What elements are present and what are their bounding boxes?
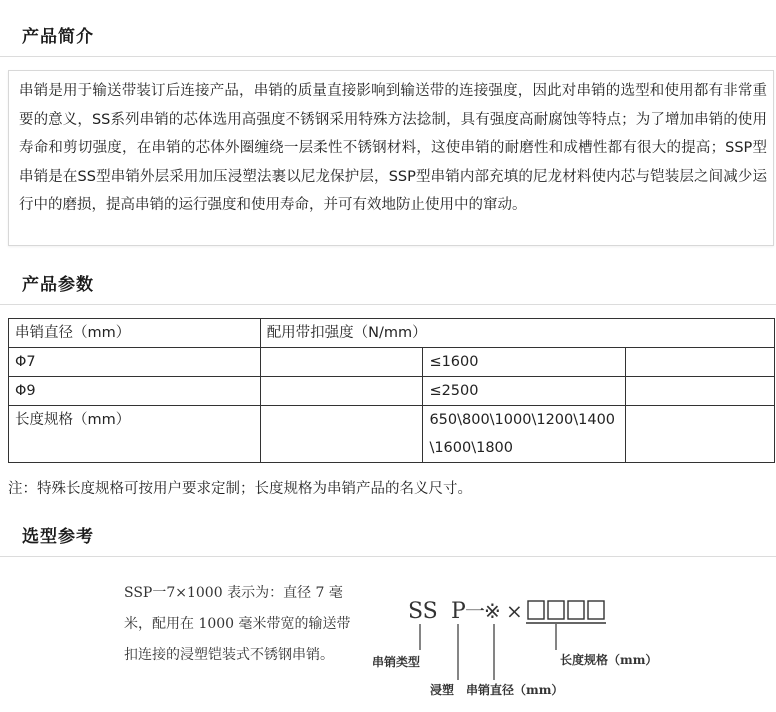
digit-box [548, 601, 564, 619]
header-strength: 配用带扣强度（N/mm） [260, 319, 774, 348]
table-row [9, 348, 775, 377]
params-table [8, 318, 775, 463]
table-header-row [9, 319, 775, 348]
section-title-selection: 选型参考 [22, 527, 94, 547]
intro-paragraph: 串销是用于输送带装订后连接产品，串销的质量直接影响到输送带的连接强度，因此对串销的选型和使用都有非常重要的意义，SS系列串销的芯体选用高强度不锈钢采用特殊方法捻制，具有强度高耐腐蚀等特点；为了增加串销的使用寿命和剪切强度，在串销的芯体外圈缠绕一层柔性不锈钢材料，这使串销的耐磨性和成槽性都有很大的提高；SSP型串销是在SS型串销外层采用加压浸塑法裹以尼龙保护层，SSP型串销内部充填的尼龙材料使内芯与铠装层之间减少运行中的磨损，提高串销的运行强度和使用寿命，并可有效地防止使用中的窜动。 [19, 83, 767, 213]
label-diameter: 串销直径（mm） [466, 683, 564, 697]
row-value: ≤2500 [423, 377, 626, 406]
empty-cell [260, 348, 423, 377]
table-row [9, 406, 775, 463]
empty-cell [626, 377, 775, 406]
empty-cell [260, 377, 423, 406]
selection-example-text: SSP一7×1000 表示为：直径 7 毫米，配用在 1000 毫米带宽的输送带扣连接的浸塑铠装式不锈钢串销。 [124, 585, 351, 663]
empty-cell [260, 406, 423, 463]
model-code-diagram [360, 588, 660, 700]
code-x: × [506, 599, 523, 623]
empty-cell [626, 348, 775, 377]
row-label: Φ7 [9, 348, 261, 377]
row-label: 长度规格（mm） [9, 406, 261, 463]
code-p: P [451, 599, 466, 624]
section-divider [0, 304, 776, 305]
digit-box [568, 601, 584, 619]
code-dash: 一 [465, 599, 485, 623]
label-dip: 浸塑 [430, 683, 455, 697]
row-value: 650\800\1000\1200\1400\1600\1800 [423, 406, 626, 463]
empty-cell [626, 406, 775, 463]
code-mark: ※ [484, 599, 501, 623]
label-type: 串销类型 [372, 655, 421, 669]
code-ss: SS [408, 599, 438, 624]
table-note: 注：特殊长度规格可按用户要求定制；长度规格为串销产品的名义尺寸。 [8, 481, 472, 497]
label-length: 长度规格（mm） [560, 653, 658, 667]
table-row [9, 377, 775, 406]
row-value: ≤1600 [423, 348, 626, 377]
digit-box [588, 601, 604, 619]
section-header-params [0, 272, 776, 304]
row-label: Φ9 [9, 377, 261, 406]
section-divider [0, 556, 776, 557]
section-title-intro: 产品简介 [22, 27, 94, 47]
intro-text-box [8, 70, 774, 246]
section-header-selection [0, 524, 776, 556]
section-header-intro [0, 24, 776, 56]
section-divider [0, 56, 776, 57]
header-diameter: 串销直径（mm） [9, 319, 261, 348]
section-title-params: 产品参数 [22, 275, 94, 295]
digit-box [528, 601, 544, 619]
